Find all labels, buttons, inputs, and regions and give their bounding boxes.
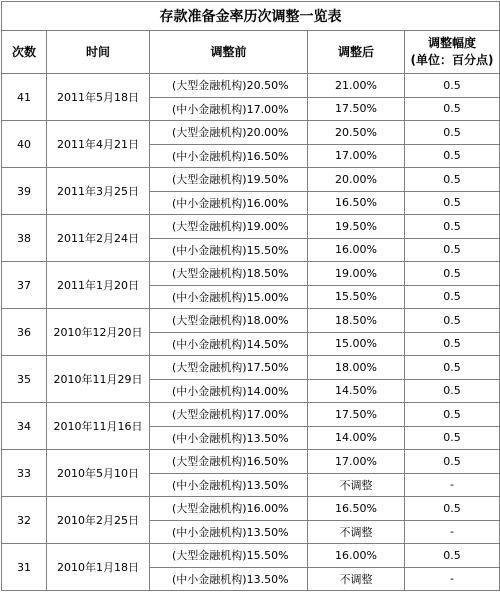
table-row: [2, 309, 500, 333]
table-row: [2, 450, 500, 474]
rate-before: (中小金融机构)17.00%: [150, 97, 308, 121]
rate-delta: -: [405, 520, 500, 544]
rate-after: 不调整: [308, 520, 405, 544]
rate-after: 17.00%: [308, 450, 405, 474]
header-before: 调整前: [150, 31, 308, 74]
table-row: [2, 215, 500, 239]
rate-delta: 0.5: [405, 544, 500, 568]
adjustment-number: 36: [2, 309, 47, 356]
rate-delta: 0.5: [405, 285, 500, 309]
adjustment-date: 2011年2月24日: [47, 215, 150, 262]
rate-before: (大型金融机构)19.00%: [150, 215, 308, 239]
table-row: [2, 544, 500, 568]
adjustment-number: 40: [2, 121, 47, 168]
rate-delta: 0.5: [405, 379, 500, 403]
rate-before: (大型金融机构)17.50%: [150, 356, 308, 380]
adjustment-number: 31: [2, 544, 47, 591]
adjustment-date: 2010年2月25日: [47, 497, 150, 544]
rate-after: 17.50%: [308, 403, 405, 427]
rate-before: (中小金融机构)14.50%: [150, 332, 308, 356]
adjustment-date: 2011年1月20日: [47, 262, 150, 309]
adjustment-date: 2010年12月20日: [47, 309, 150, 356]
rate-after: 18.50%: [308, 309, 405, 333]
rate-before: (大型金融机构)18.00%: [150, 309, 308, 333]
rate-before: (中小金融机构)16.00%: [150, 191, 308, 215]
rate-delta: 0.5: [405, 238, 500, 262]
header-date: 时间: [47, 31, 150, 74]
header-delta: [405, 31, 500, 74]
header-index: 次数: [2, 31, 47, 74]
adjustment-date: 2010年5月10日: [47, 450, 150, 497]
rate-after: 14.00%: [308, 426, 405, 450]
adjustment-number: 41: [2, 74, 47, 121]
rate-before: (大型金融机构)17.00%: [150, 403, 308, 427]
header-delta-unit: (单位：百分点): [410, 53, 494, 67]
adjustment-number: 32: [2, 497, 47, 544]
rate-after: 18.00%: [308, 356, 405, 380]
table-row: [2, 403, 500, 427]
rate-before: (大型金融机构)16.50%: [150, 450, 308, 474]
rate-before: (中小金融机构)15.50%: [150, 238, 308, 262]
rate-after: 20.50%: [308, 121, 405, 145]
rate-after: 20.00%: [308, 168, 405, 192]
rate-before: (中小金融机构)13.50%: [150, 473, 308, 497]
rate-before: (中小金融机构)13.50%: [150, 520, 308, 544]
rate-delta: 0.5: [405, 356, 500, 380]
rate-after: 15.00%: [308, 332, 405, 356]
rate-delta: -: [405, 567, 500, 591]
adjustment-date: 2011年4月21日: [47, 121, 150, 168]
rate-delta: 0.5: [405, 74, 500, 98]
adjustment-date: 2010年1月18日: [47, 544, 150, 591]
rate-after: 19.50%: [308, 215, 405, 239]
rate-after: 不调整: [308, 473, 405, 497]
table-row: [2, 497, 500, 521]
rate-delta: 0.5: [405, 97, 500, 121]
header-row: [2, 31, 500, 74]
rate-before: (大型金融机构)15.50%: [150, 544, 308, 568]
rate-after: 16.00%: [308, 544, 405, 568]
reserve-ratio-table: [1, 1, 500, 591]
rate-delta: 0.5: [405, 426, 500, 450]
adjustment-number: 33: [2, 450, 47, 497]
rate-after: 21.00%: [308, 74, 405, 98]
rate-delta: 0.5: [405, 144, 500, 168]
table-row: [2, 74, 500, 98]
rate-delta: 0.5: [405, 497, 500, 521]
rate-delta: 0.5: [405, 403, 500, 427]
rate-after: 19.00%: [308, 262, 405, 286]
rate-after: 14.50%: [308, 379, 405, 403]
table-title: 存款准备金率历次调整一览表: [2, 2, 500, 31]
header-after: 调整后: [308, 31, 405, 74]
table-row: [2, 168, 500, 192]
rate-delta: 0.5: [405, 262, 500, 286]
rate-before: (大型金融机构)20.50%: [150, 74, 308, 98]
rate-delta: 0.5: [405, 332, 500, 356]
rate-delta: 0.5: [405, 215, 500, 239]
rate-before: (大型金融机构)19.50%: [150, 168, 308, 192]
rate-after: 15.50%: [308, 285, 405, 309]
rate-after: 17.50%: [308, 97, 405, 121]
adjustment-date: 2011年3月25日: [47, 168, 150, 215]
rate-after: 16.50%: [308, 191, 405, 215]
adjustment-date: 2010年11月16日: [47, 403, 150, 450]
rate-before: (中小金融机构)15.00%: [150, 285, 308, 309]
rate-before: (中小金融机构)13.50%: [150, 426, 308, 450]
table-row: [2, 121, 500, 145]
rate-after: 16.50%: [308, 497, 405, 521]
rate-before: (大型金融机构)16.00%: [150, 497, 308, 521]
table-row: [2, 262, 500, 286]
adjustment-number: 39: [2, 168, 47, 215]
rate-before: (中小金融机构)14.00%: [150, 379, 308, 403]
adjustment-number: 38: [2, 215, 47, 262]
adjustment-date: 2011年5月18日: [47, 74, 150, 121]
rate-after: 16.00%: [308, 238, 405, 262]
adjustment-number: 37: [2, 262, 47, 309]
rate-delta: 0.5: [405, 168, 500, 192]
adjustment-number: 35: [2, 356, 47, 403]
rate-before: (中小金融机构)16.50%: [150, 144, 308, 168]
rate-before: (大型金融机构)18.50%: [150, 262, 308, 286]
table-row: [2, 356, 500, 380]
rate-after: 不调整: [308, 567, 405, 591]
table-body: [2, 74, 500, 591]
rate-delta: 0.5: [405, 450, 500, 474]
rate-after: 17.00%: [308, 144, 405, 168]
rate-delta: -: [405, 473, 500, 497]
rate-delta: 0.5: [405, 309, 500, 333]
rate-before: (大型金融机构)20.00%: [150, 121, 308, 145]
rate-delta: 0.5: [405, 191, 500, 215]
header-delta-title: 调整幅度: [428, 36, 477, 50]
rate-delta: 0.5: [405, 121, 500, 145]
rate-before: (中小金融机构)13.50%: [150, 567, 308, 591]
adjustment-date: 2010年11月29日: [47, 356, 150, 403]
adjustment-number: 34: [2, 403, 47, 450]
